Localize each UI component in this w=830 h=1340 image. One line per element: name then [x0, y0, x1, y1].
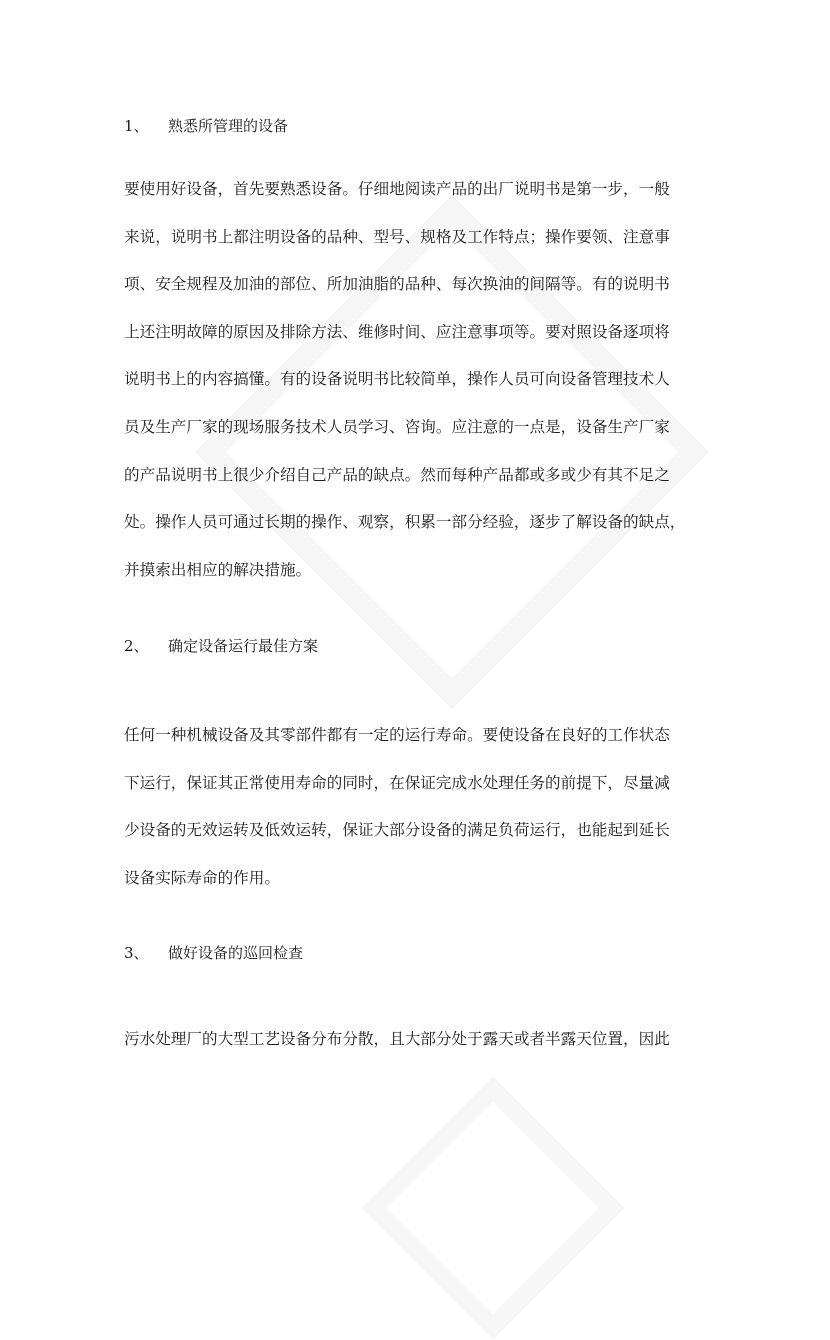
section-title: 熟悉所管理的设备	[168, 117, 289, 135]
paragraph-line: 的产品说明书上很少介绍自己产品的缺点。然而每种产品都或多或少有其不足之	[124, 465, 670, 484]
section-heading-1	[124, 116, 288, 136]
watermark-logo-bottom	[361, 1076, 624, 1339]
paragraph-line: 员及生产厂家的现场服务技术人员学习、咨询。应注意的一点是，设备生产厂家	[124, 417, 670, 436]
paragraph-line: 污水处理厂的大型工艺设备分布分散，且大部分处于露天或者半露天位置，因此	[124, 1030, 670, 1048]
paragraph-line: 说明书上的内容搞懂。有的设备说明书比较简单，操作人员可向设备管理技术人	[124, 370, 670, 389]
paragraph-line: 要使用好设备，首先要熟悉设备。仔细地阅读产品的出厂说明书是第一步，一般	[124, 180, 670, 198]
section-title: 做好设备的巡回检查	[168, 944, 304, 962]
paragraph-line: 设备实际寿命的作用。	[124, 868, 280, 887]
paragraph-line: 任何一种机械设备及其零部件都有一定的运行寿命。要使设备在良好的工作状态	[124, 726, 670, 744]
section-paragraph-1	[124, 166, 710, 594]
section-number: 1、	[124, 117, 149, 135]
paragraph-line: 项、安全规程及加油的部位、所加油脂的品种、每次换油的间隔等。有的说明书	[124, 275, 670, 294]
paragraph-line: 下运行，保证其正常使用寿命的同时，在保证完成水处理任务的前提下，尽量减	[124, 773, 670, 792]
paragraph-line: 并摸索出相应的解决措施。	[124, 560, 312, 579]
section-title: 确定设备运行最佳方案	[168, 637, 319, 655]
section-number: 3、	[124, 944, 149, 962]
section-paragraph-2	[124, 712, 710, 902]
paragraph-line: 上还注明故障的原因及排除方法、维修时间、应注意事项等。要对照设备逐项将	[124, 322, 670, 341]
section-number: 2、	[124, 637, 149, 655]
section-heading-2	[124, 636, 318, 656]
section-paragraph-3	[124, 1016, 710, 1064]
paragraph-line: 处。操作人员可通过长期的操作、观察，积累一部分经验，逐步了解设备的缺点，	[124, 513, 686, 532]
paragraph-line: 来说，说明书上都注明设备的品种、型号、规格及工作特点；操作要领、注意事	[124, 227, 670, 246]
paragraph-line: 少设备的无效运转及低效运转，保证大部分设备的满足负荷运行，也能起到延长	[124, 821, 670, 840]
section-heading-3	[124, 943, 303, 963]
